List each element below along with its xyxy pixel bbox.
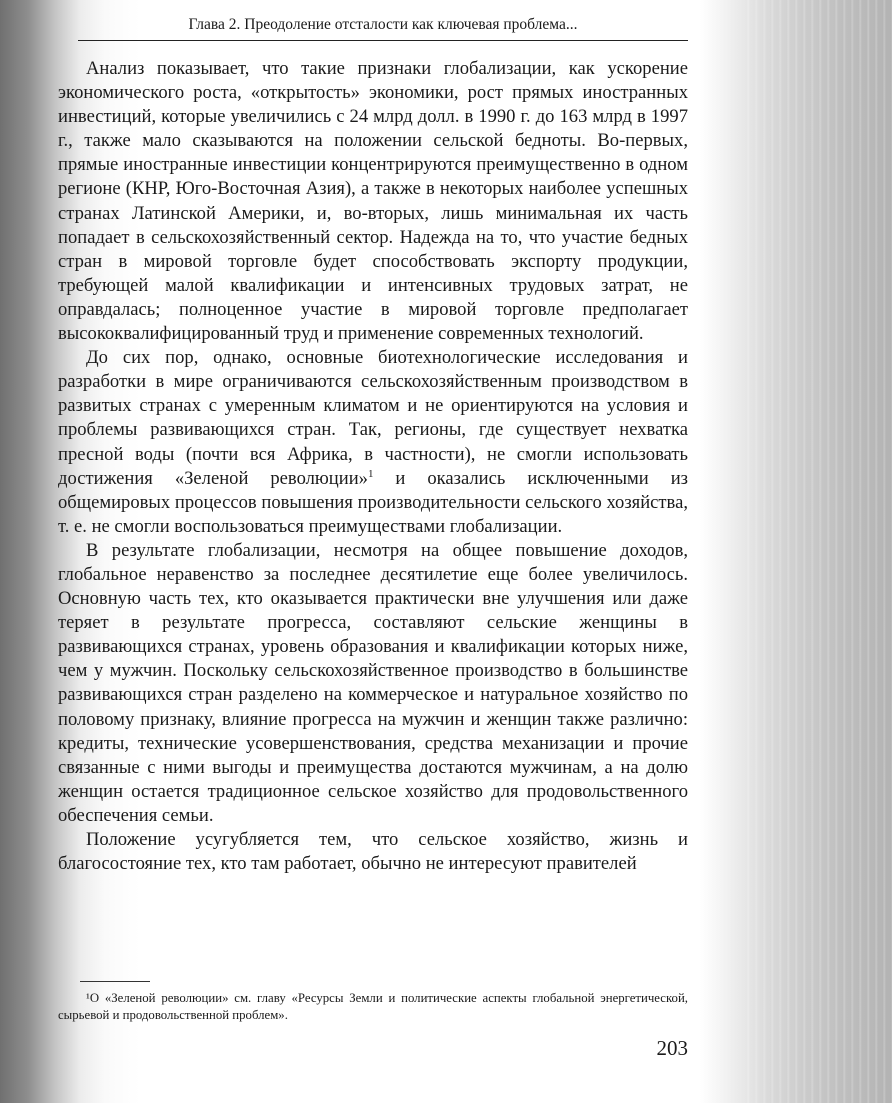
- footnote-divider: [80, 981, 150, 982]
- paragraph-2-text: До сих пор, однако, основные биотехнологические исследования и разработки в мире ограничиваются сельскохозяйственным производством в развитых странах с умеренным климатом и не ориентируются на условия и проблемы развивающихся стран. Так, регионы, где существует нехватка пресной воды (почти вся Африка, в частности), не смогли использовать достижения «Зеленой революции»: [58, 347, 688, 489]
- running-head: Глава 2. Преодоление отсталости как ключевая проблема...: [78, 14, 688, 41]
- body-text: [58, 57, 688, 876]
- paragraph-3: В результате глобализации, несмотря на общее повышение доходов, глобальное неравенство за последнее десятилетие еще более увеличилось. Основную часть тех, кто оказывается практически вне улучшения или даже теряет в результате прогресса, составляют сельские женщины в развивающихся странах, уровень образования и квалификации которых ниже, чем у мужчин. Поскольку сельскохозяйственное производство в большинстве развивающихся стран разделено на коммерческое и натуральное хозяйство по половому признаку, влияние прогресса на мужчин и женщин также различно: кредиты, технические усовершенствования, средства механизации и прочие связанные с ними выгоды и преимущества достаются мужчинам, а на долю женщин остается традиционное сельское хозяйство для продовольственного обеспечения семьи.: [58, 539, 688, 826]
- paragraph-4: Положение усугубляется тем, что сельское хозяйство, жизнь и благосостояние тех, кто там работает, обычно не интересуют правителей: [58, 829, 688, 875]
- footnote-reference: 1: [367, 467, 374, 480]
- page-number: 203: [656, 1036, 688, 1060]
- paragraph-2-continuation: и оказались исключенными из общемировых процессов повышения производительности сельского хозяйства, т. е. не смогли воспользоваться преимуществами глобализации.: [58, 467, 688, 537]
- book-page-edges: [742, 0, 892, 1103]
- paragraph-1: Анализ показывает, что такие признаки глобализации, как ускорение экономического роста, «открытость» экономики, рост прямых иностранных инвестиций, которые увеличились с 24 млрд долл. в 1990 г. до 163 млрд в 1997 г., также мало сказываются на положении сельской бедноты. Во-первых, прямые иностранные инвестиции концентрируются преимущественно в одном регионе (КНР, Юго-Восточная Азия), а также в некоторых наиболее успешных странах Латинской Америки, и, во-вторых, лишь минимальная их часть попадает в сельскохозяйственный сектор. Надежда на то, что участие бедных стран в мировой торговле будет способствовать экспорту продукции, требующей малой квалификации и интенсивных трудовых затрат, не оправдалась; полноценное участие в мировой торговле предполагает высококвалифицированный труд и применение современных технологий.: [58, 58, 688, 345]
- paragraph-2: [58, 346, 688, 539]
- footnote: ¹О «Зеленой революции» см. главу «Ресурсы Земли и политические аспекты глобальной энергетической, сырьевой и продовольственной проблем».: [58, 991, 688, 1022]
